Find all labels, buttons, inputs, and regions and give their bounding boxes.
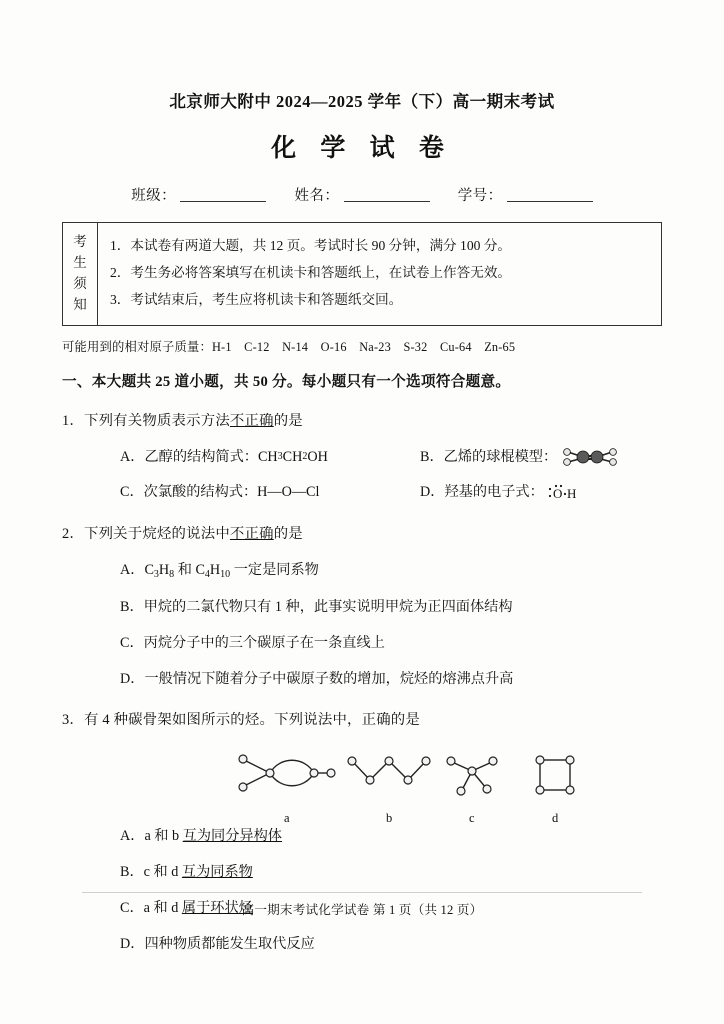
section-heading: 一、本大题共 25 道小题，共 50 分。每小题只有一个选项符合题意。 bbox=[62, 373, 511, 390]
question-1-stem bbox=[62, 410, 662, 433]
notice-label-char-2: 生 bbox=[73, 254, 87, 270]
field-name-blank[interactable] bbox=[344, 187, 430, 202]
notice-box bbox=[62, 222, 662, 326]
subject-title: 化 学 试 卷 bbox=[271, 135, 453, 162]
q2a-p3: 8 bbox=[169, 569, 175, 581]
notice-label-char-1: 考 bbox=[73, 234, 87, 249]
skeleton-label-c: c bbox=[469, 811, 475, 826]
question-1-option-a-text: 乙醇的结构简式：CH bbox=[144, 448, 278, 465]
question-1-option-a-text3: OH bbox=[307, 448, 328, 465]
notice-box-label bbox=[63, 223, 98, 325]
question-2-options bbox=[62, 559, 662, 690]
question-3-option-a-u: 互为同分异构体 bbox=[182, 828, 282, 845]
notice-label-char-4: 知 bbox=[73, 296, 87, 312]
skeleton-label-b: b bbox=[386, 811, 393, 826]
field-student-id bbox=[458, 184, 593, 205]
svg-text:H: H bbox=[566, 485, 577, 501]
question-2-option-a-tag: A． bbox=[120, 562, 145, 579]
question-2-option-d-text: 一般情况下随着分子中碳原子数的增加，烷烃的熔沸点升高 bbox=[144, 670, 514, 687]
question-2-option-b[interactable] bbox=[120, 596, 662, 619]
question-2-option-row-b bbox=[120, 596, 662, 619]
question-1-number: 1． bbox=[62, 412, 84, 429]
question-3-stem-pre: 有 4 种碳骨架如图所示的烃。下列说法中，正确的是 bbox=[84, 712, 420, 729]
question-1-options bbox=[62, 446, 662, 504]
question-3-option-a[interactable] bbox=[120, 825, 662, 848]
notice-label-char-3: 须 bbox=[73, 275, 87, 291]
question-3-option-c-u: 属于环状烃 bbox=[181, 899, 253, 916]
field-student-id-blank[interactable] bbox=[507, 187, 593, 202]
footer-text: 高一期末考试化学试卷 第 1 页（共 12 页） bbox=[241, 903, 483, 917]
student-info-fields bbox=[62, 184, 662, 205]
question-2-option-c-tag: C． bbox=[120, 634, 144, 651]
page-footer bbox=[0, 892, 724, 918]
field-student-id-label: 学号： bbox=[457, 188, 503, 204]
notice-item-3: 3．考试结束后，考生应将机读卡和答题纸交回。 bbox=[110, 292, 403, 308]
svg-text:O: O bbox=[552, 485, 563, 501]
question-3-option-b-pre: c 和 d bbox=[143, 864, 182, 881]
question-3-option-row-b bbox=[120, 861, 662, 884]
q2a-p4: 和 C bbox=[174, 562, 205, 579]
question-1-option-a-tag: A． bbox=[120, 448, 145, 465]
carbon-skeleton-labels bbox=[62, 808, 662, 826]
question-1-option-a[interactable] bbox=[120, 446, 420, 469]
question-3-option-d-tag: D． bbox=[120, 935, 145, 952]
atomic-mass-note: 可能用到的相对原子质量：H-1 C-12 N-14 O-16 Na-23 S-32 Cu-64 Zn-65 bbox=[62, 339, 516, 354]
question-1-option-d-tag: D． bbox=[420, 484, 445, 501]
question-1-option-a-text2: CH bbox=[282, 448, 303, 465]
question-2-option-row-a bbox=[120, 559, 662, 583]
page-content bbox=[62, 70, 662, 955]
skeleton-label-d: d bbox=[552, 811, 559, 826]
question-1-option-d[interactable] bbox=[420, 481, 578, 504]
question-1-option-d-text: 羟基的电子式： bbox=[444, 484, 544, 501]
question-3-option-a-pre: a 和 b bbox=[144, 828, 183, 845]
question-1-stem-underline: 不正确 bbox=[229, 412, 274, 429]
question-1-option-a-sub1: 3 bbox=[277, 451, 283, 463]
question-3-number: 3． bbox=[62, 712, 84, 729]
question-1-option-b[interactable] bbox=[420, 446, 620, 469]
question-1-stem-pre: 下列有关物质表示方法 bbox=[84, 412, 230, 429]
notice-item-1: 1．本试卷有两道大题，共 12 页。考试时长 90 分钟，满分 100 分。 bbox=[110, 238, 512, 253]
question-1-option-c-tag: C． bbox=[120, 484, 144, 501]
question-3-option-d-pre: 四种物质都能发生取代反应 bbox=[144, 935, 315, 952]
question-2-option-b-text: 甲烷的二氯代物只有 1 种，此事实说明甲烷为正四面体结构 bbox=[143, 599, 513, 616]
skeleton-label-a: a bbox=[284, 811, 290, 826]
field-class-blank[interactable] bbox=[180, 187, 266, 202]
question-2-stem-post: 的是 bbox=[273, 526, 303, 543]
question-2-option-a[interactable] bbox=[120, 559, 662, 583]
notice-box-body bbox=[98, 223, 661, 325]
q2a-p0: C bbox=[144, 562, 154, 579]
q2a-p2: H bbox=[158, 562, 170, 579]
q2a-p1: 3 bbox=[153, 569, 159, 581]
q2a-p8: 一定是同系物 bbox=[230, 562, 319, 579]
question-1-option-c[interactable] bbox=[120, 481, 420, 504]
question-1 bbox=[62, 410, 662, 504]
question-3 bbox=[62, 709, 662, 955]
field-class-label: 班级： bbox=[131, 188, 177, 204]
field-class bbox=[131, 184, 266, 205]
question-3-option-b-u: 互为同系物 bbox=[181, 864, 253, 881]
footer-divider bbox=[82, 892, 642, 893]
q2a-p7: 10 bbox=[220, 569, 231, 581]
question-1-option-row-1 bbox=[120, 446, 662, 469]
question-2-option-row-d bbox=[120, 668, 662, 691]
q2a-p6: H bbox=[209, 562, 221, 579]
ethene-ball-and-stick-model-icon bbox=[560, 448, 620, 466]
question-2-option-d-tag: D． bbox=[120, 670, 145, 687]
question-3-stem bbox=[62, 709, 662, 732]
question-2-option-b-tag: B． bbox=[120, 599, 144, 616]
field-name bbox=[294, 184, 429, 205]
notice-item-2: 2．考生务必将答案填写在机读卡和答题纸上，在试卷上作答无效。 bbox=[110, 265, 512, 281]
question-2-option-c-text: 丙烷分子中的三个碳原子在一条直线上 bbox=[143, 634, 385, 651]
question-1-option-b-tag: B． bbox=[420, 448, 444, 465]
question-3-option-row-d bbox=[120, 933, 662, 956]
question-3-option-a-tag: A． bbox=[120, 828, 145, 845]
question-2-option-c[interactable] bbox=[120, 632, 662, 655]
question-3-option-row-a bbox=[120, 825, 662, 848]
question-2-stem-pre: 下列关于烷烃的说法中 bbox=[84, 526, 230, 543]
question-3-option-b-tag: B． bbox=[120, 864, 144, 881]
question-3-option-c-tag: C． bbox=[120, 899, 144, 916]
question-2-option-row-c bbox=[120, 632, 662, 655]
field-name-label: 姓名： bbox=[294, 188, 340, 204]
hydroxyl-electron-formula-icon bbox=[544, 483, 578, 503]
question-2-stem bbox=[62, 523, 662, 546]
question-1-option-row-2 bbox=[120, 481, 662, 504]
question-3-option-d[interactable] bbox=[120, 933, 662, 956]
question-3-options bbox=[62, 825, 662, 955]
question-3-option-c-pre: a 和 d bbox=[143, 899, 182, 916]
question-1-option-b-text: 乙烯的球棍模型： bbox=[443, 448, 558, 465]
question-2-number: 2． bbox=[62, 526, 84, 543]
question-1-stem-post: 的是 bbox=[273, 412, 303, 429]
carbon-skeleton-figure bbox=[62, 746, 662, 826]
page-title: 北京师大附中 2024—2025 学年（下）高一期末考试 bbox=[169, 92, 555, 111]
question-1-option-c-text: 次氯酸的结构式：H—O—Cl bbox=[143, 484, 320, 501]
question-2 bbox=[62, 523, 662, 690]
question-2-stem-underline: 不正确 bbox=[229, 526, 274, 543]
question-2-option-d[interactable] bbox=[120, 668, 662, 691]
q2a-p5: 4 bbox=[204, 569, 210, 581]
question-1-option-a-sub2: 2 bbox=[302, 451, 308, 463]
carbon-skeleton-diagram-icon bbox=[62, 746, 662, 808]
question-3-option-b[interactable] bbox=[120, 861, 662, 884]
